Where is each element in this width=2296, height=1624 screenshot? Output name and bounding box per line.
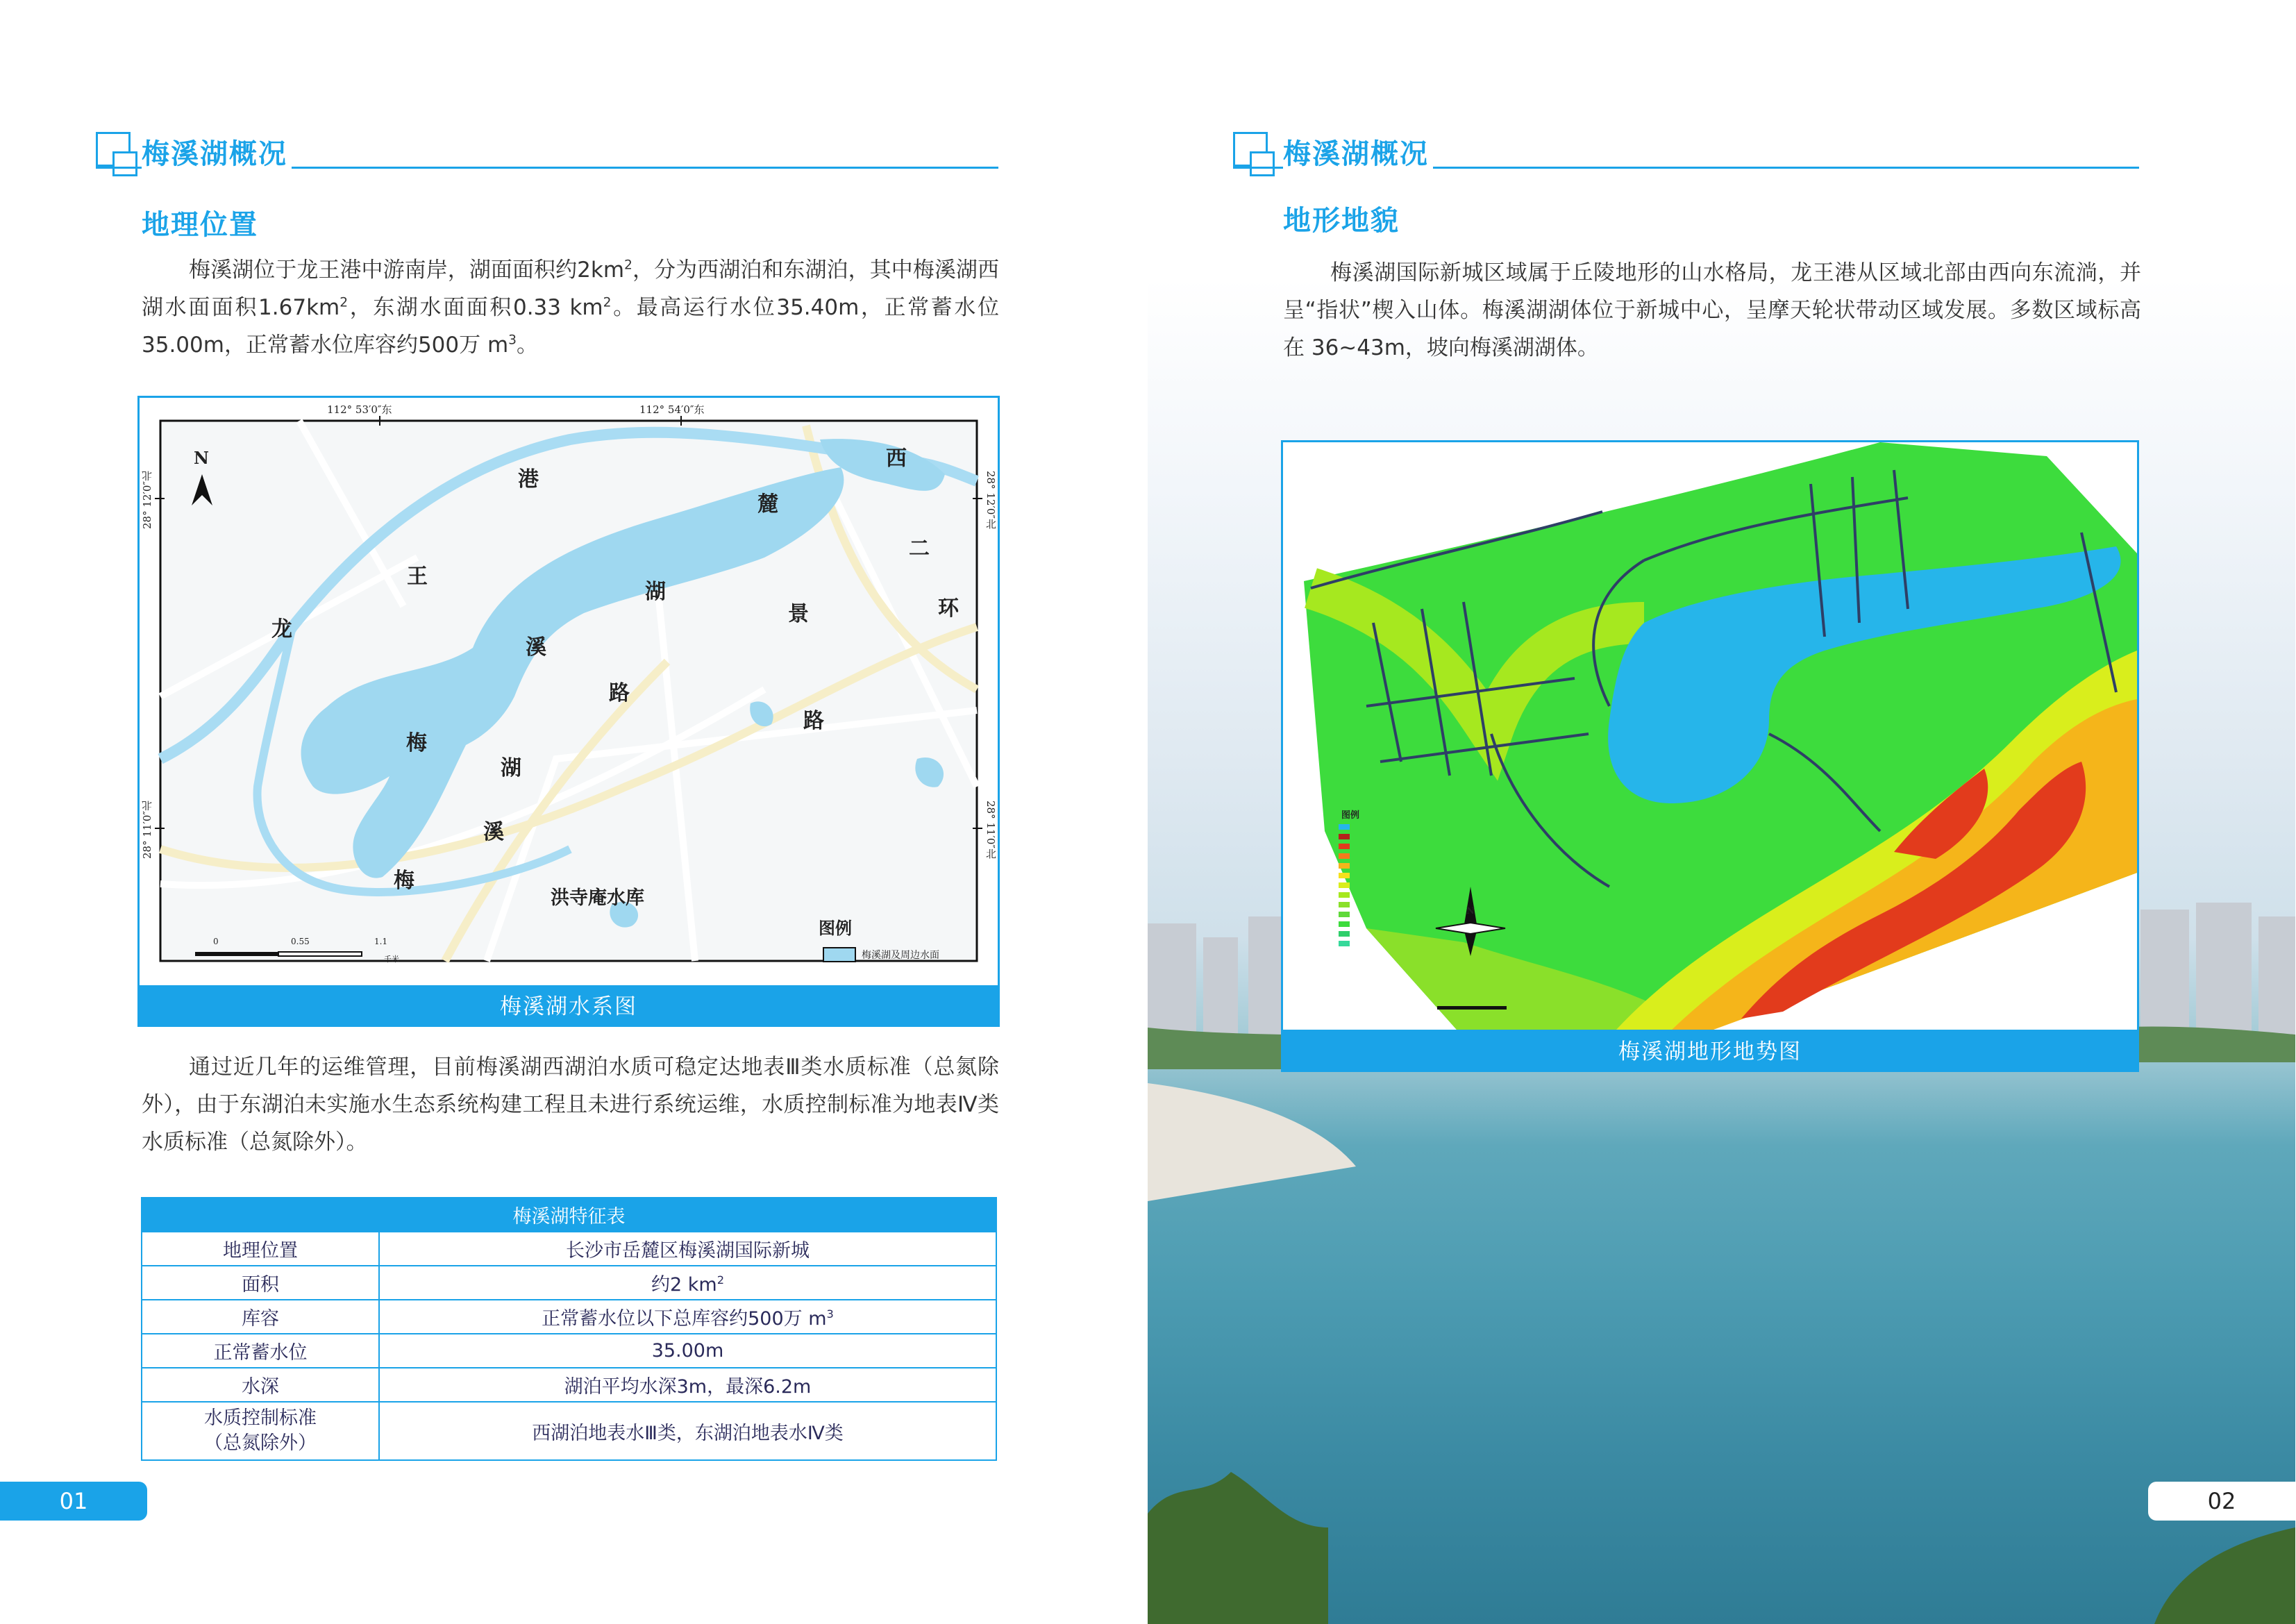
table-row — [142, 1334, 996, 1368]
scale-unit: 千米 — [384, 955, 399, 964]
map-label: 梅 — [394, 869, 414, 893]
left-tick-label: 28° 11′0″北 — [141, 801, 153, 859]
map-label: 王 — [407, 564, 428, 589]
header-title: 梅溪湖概况 — [142, 132, 292, 171]
map-label: 湖 — [645, 580, 666, 604]
table-key: 水深 — [142, 1368, 379, 1402]
header-title: 梅溪湖概况 — [1283, 132, 1433, 171]
terrain-north-label: N — [1466, 906, 1475, 916]
north-label: N — [194, 448, 209, 468]
page-number-right: 02 — [2148, 1482, 2295, 1521]
table-row — [142, 1368, 996, 1402]
table-key: 地理位置 — [142, 1232, 379, 1266]
map-label: 西 — [886, 446, 907, 471]
map-label: 路 — [803, 709, 824, 733]
table-key: 水质控制标准 （总氮除外） — [142, 1402, 379, 1460]
terrain-paragraph: 梅溪湖国际新城区域属于丘陵地形的山水格局，龙王港从区域北部由西向东流淌，并呈“指状”楔入山体。梅溪湖湖体位于新城中心，呈摩天轮状带动区域发展。多数区域标高在 36~43m，坡向梅溪湖湖体。 — [1283, 260, 2141, 360]
map-label: 溪 — [483, 820, 504, 844]
map-label: 龙 — [271, 617, 292, 642]
right-page — [1148, 0, 2295, 1624]
map-label: 湖 — [501, 756, 521, 780]
table-value: 西湖泊地表水Ⅲ类，东湖泊地表水Ⅳ类 — [379, 1402, 996, 1460]
map-label: 麓 — [757, 492, 778, 517]
map-label: 二 — [909, 537, 930, 561]
left-tick-label: 28° 12′0″北 — [141, 471, 153, 529]
scale-tick: 0.55 — [291, 937, 310, 946]
intro-paragraph: 梅溪湖位于龙王港中游南岸，湖面面积约$2km^2$，分为西湖泊和东湖泊，其中梅溪湖西湖水面面积$1.67km^2$，东湖水面面积0.33 $km^2$。最高运行水位35.40m，正常蓄水位35.00m，正常蓄水位库容约500万 $m^3$。 — [142, 258, 999, 358]
terrain-legend-title: 图例 — [1341, 810, 1360, 821]
page-number-left: 01 — [0, 1482, 147, 1521]
table-value: 长沙市岳麓区梅溪湖国际新城 — [379, 1232, 996, 1266]
table-row — [142, 1232, 996, 1266]
legend-item-label: 梅溪湖及周边水面 — [862, 950, 939, 961]
lake-feature-table — [141, 1197, 997, 1461]
table-value: 湖泊平均水深3m，最深6.2m — [379, 1368, 996, 1402]
table-value: 正常蓄水位以下总库容约500万 $m^3$ — [379, 1300, 996, 1334]
table-key: 面积 — [142, 1266, 379, 1300]
table-value: 35.00m — [379, 1334, 996, 1368]
map-label: 路 — [609, 681, 630, 705]
header-decoration-square-small — [112, 151, 137, 176]
terrain-map-graphic — [1283, 442, 2137, 1030]
terrain-map-caption: 梅溪湖地形地势图 — [1281, 1032, 2139, 1072]
scale-tick: 0 — [213, 937, 219, 946]
water-system-map — [137, 396, 1000, 987]
top-tick-label: 112° 53′0″东 — [327, 403, 392, 416]
scale-tick: 1.1 — [374, 937, 388, 946]
table-key: 库容 — [142, 1300, 379, 1334]
right-tick-label: 28° 11′0″北 — [984, 801, 997, 859]
table-title: 梅溪湖特征表 — [142, 1198, 996, 1232]
table-row — [142, 1300, 996, 1334]
table-row — [142, 1402, 996, 1460]
water-quality-paragraph: 通过近几年的运维管理，目前梅溪湖西湖泊水质可稳定达地表Ⅲ类水质标准（总氮除外），由于东湖泊未实施水生态系统构建工程且未进行系统运维，水质控制标准为地表Ⅳ类水质标准（总氮除外）。 — [142, 1055, 999, 1155]
top-tick-label: 112° 54′0″东 — [639, 403, 705, 416]
table-value: 约2 $km^2$ — [379, 1266, 996, 1300]
table-key: 正常蓄水位 — [142, 1334, 379, 1368]
section-title-location: 地理位置 — [142, 209, 258, 241]
section-title-terrain: 地形地貌 — [1283, 205, 1400, 237]
terrain-map — [1281, 440, 2139, 1032]
map-label: 景 — [788, 602, 809, 626]
table-row — [142, 1266, 996, 1300]
reservoir-label: 洪寺庵水库 — [551, 887, 644, 909]
map-label: 溪 — [526, 635, 546, 660]
map-caption: 梅溪湖水系图 — [137, 987, 1000, 1027]
map-label: 梅 — [406, 731, 427, 755]
map-label: 环 — [938, 596, 959, 621]
header-decoration-square-small — [1250, 151, 1275, 176]
map-label: 港 — [518, 467, 539, 492]
right-tick-label: 28° 12′0″北 — [984, 471, 997, 529]
legend-title: 图例 — [819, 918, 852, 938]
